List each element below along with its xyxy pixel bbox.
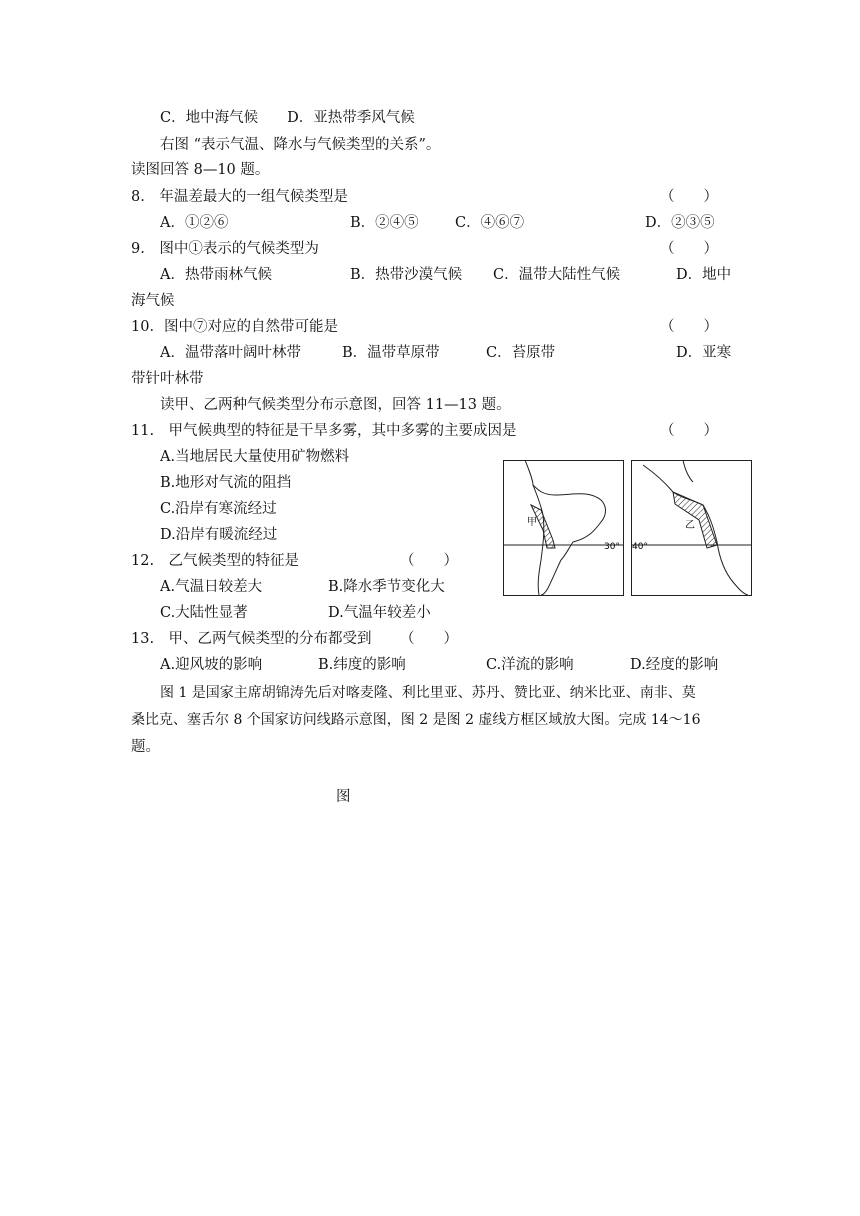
map1-label: 甲 [527,517,537,528]
map-south-america [503,460,624,596]
q12-option-b: B.降水季节变化大 [328,579,445,595]
answer-paren-12: （ ） [400,553,458,569]
answer-paren-11: （ ） [660,423,718,439]
intro-14-16-end: 题。 [131,739,160,755]
answer-paren-8: （ ） [660,189,718,205]
question-8: 8. 年温差最大的一组气候类型是 [131,189,348,205]
intro-8-10: 右图 “表示气温、降水与气候类型的关系”。 [160,137,441,153]
answer-paren-10: （ ） [660,319,718,335]
q8-option-b: B．②④⑤ [350,215,419,231]
map1-lat-label: 30° [604,542,620,552]
intro-14-16: 图 1 是国家主席胡锦涛先后对喀麦隆、利比里亚、苏丹、赞比亚、纳米比亚、南非、莫 [160,685,696,701]
q13-option-a: A.迎风坡的影响 [160,657,263,673]
climate-maps-svg [503,460,753,600]
question-12: 12. 乙气候类型的特征是 [131,553,300,569]
q9-option-a: A．热带雨林气候 [160,267,272,283]
q9-option-d-cont: 海气候 [131,293,175,309]
q9-option-d: D．地中 [676,267,732,283]
q12-option-d: D.气温年较差小 [328,605,431,621]
climate-maps [503,460,753,604]
q12-option-c: C.大陆性显著 [160,605,248,621]
q10-option-b: B．温带草原带 [342,345,440,361]
figure-caption: 图 [336,789,351,805]
q10-option-c: C．苔原带 [486,345,556,361]
q12-option-a: A.气温日较差大 [160,579,263,595]
q11-option-c: C.沿岸有寒流经过 [160,501,277,517]
q7-options-cd: C．地中海气候 D．亚热带季风气候 [160,110,415,126]
q9-option-c: C．温带大陆性气候 [493,267,621,283]
question-9: 9. 图中①表示的气候类型为 [131,241,319,257]
intro-8-10-cont: 读图回答 8—10 题。 [131,162,270,178]
q10-option-a: A．温带落叶阔叶林带 [160,345,301,361]
q8-option-a: A．①②⑥ [160,215,229,231]
question-10: 10．图中⑦对应的自然带可能是 [131,319,338,335]
map2-lat-label: 40° [632,542,648,552]
answer-paren-9: （ ） [660,241,718,257]
q8-option-d: D．②③⑤ [645,215,715,231]
q13-option-c: C.洋流的影响 [486,657,574,673]
q11-option-a: A.当地居民大量使用矿物燃料 [160,449,350,465]
q9-option-b: B．热带沙漠气候 [350,267,463,283]
q8-option-c: C．④⑥⑦ [455,215,525,231]
answer-paren-13: （ ） [400,631,458,647]
q13-option-b: B.纬度的影响 [318,657,406,673]
q10-option-d: D．亚寒 [676,345,732,361]
q11-option-b: B.地形对气流的阻挡 [160,475,292,491]
question-13: 13. 甲、乙两气候类型的分布都受到 [131,631,372,647]
q10-option-d-cont: 带针叶林带 [131,371,204,387]
map-north-america [631,460,752,596]
intro-14-16-cont: 桑比克、塞舌尔 8 个国家访问线路示意图，图 2 是图 2 虚线方框区域放大图。完成 14～16 [131,712,701,728]
question-11: 11. 甲气候典型的特征是干旱多雾，其中多雾的主要成因是 [131,423,517,439]
map1-frame [504,461,624,596]
q11-option-d: D.沿岸有暖流经过 [160,527,278,543]
q13-option-d: D.经度的影响 [630,657,719,673]
intro-11-13: 读甲、乙两种气候类型分布示意图，回答 11—13 题。 [160,397,511,413]
map2-label: 乙 [685,520,695,531]
